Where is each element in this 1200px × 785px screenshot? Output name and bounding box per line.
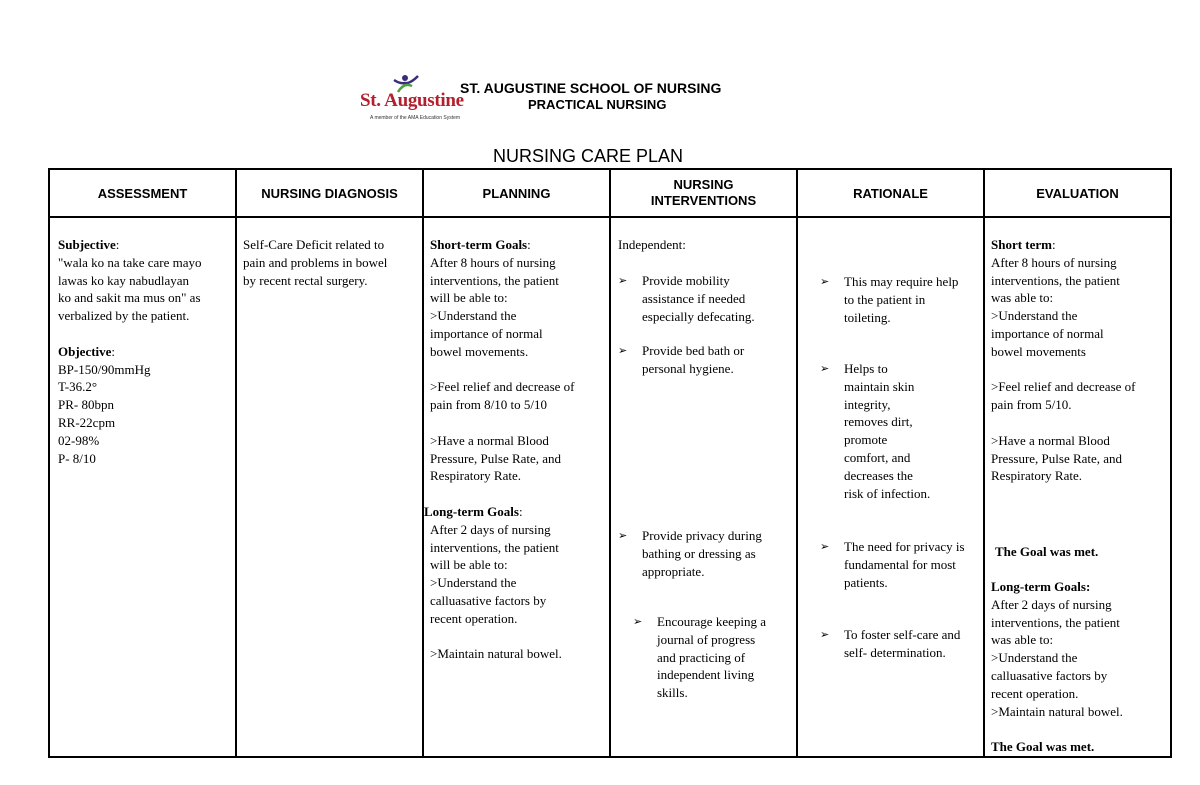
logo-subtext: A member of the AMA Education System (370, 115, 461, 121)
column-header-planning: PLANNING (423, 169, 610, 217)
arrow-bullet-icon: ➢ (633, 615, 643, 628)
arrow-bullet-icon: ➢ (618, 529, 628, 542)
objective-label: Objective (58, 343, 112, 359)
table-body-row (49, 217, 1171, 757)
subjective-line: "wala ko na take care mayo (58, 254, 202, 270)
diagnosis-cell (236, 217, 423, 757)
logo-text: St. Augustine (360, 90, 464, 111)
arrow-bullet-icon: ➢ (820, 628, 830, 641)
long-term-result: calluasative factors by (991, 667, 1108, 683)
planning-intro-line: After 2 days of nursing (430, 521, 551, 537)
short-term-result: >Understand the (991, 308, 1078, 324)
school-name: ST. AUGUSTINE SCHOOL OF NURSING (460, 80, 722, 96)
long-term-goal-met: The Goal was met. (991, 739, 1095, 755)
care-plan-table (48, 168, 1172, 758)
subjective-line: verbalized by the patient. (58, 308, 190, 324)
long-term-goal: calluasative factors by (430, 592, 547, 608)
short-term-goals-label: Short-term Goals (430, 237, 528, 252)
short-term-result: >Feel relief and decrease of (991, 379, 1136, 395)
column-header-diagnosis: NURSING DIAGNOSIS (236, 169, 423, 217)
column-header-assessment: ASSESSMENT (49, 169, 236, 217)
vital-sign: RR-22cpm (58, 414, 116, 430)
rationale-item: ➢ The need for privacy is fundamental for most patients. (820, 539, 965, 590)
column-header-rationale: RATIONALE (797, 169, 984, 217)
vital-sign: P- 8/10 (58, 450, 96, 466)
long-term-result: recent operation. (991, 685, 1079, 701)
short-term-result: bowel movements (991, 343, 1086, 359)
subjective-line: lawas ko kay nabudlayan (58, 272, 190, 288)
vital-sign: BP-150/90mmHg (58, 361, 151, 377)
evaluation-intro-line: After 8 hours of nursing (991, 254, 1117, 270)
long-term-goal: recent operation. (430, 610, 518, 626)
long-term-goal: >Understand the (430, 575, 517, 591)
document-title: NURSING CARE PLAN (493, 146, 684, 166)
subjective-label: Subjective (58, 237, 116, 252)
planning-intro-line: will be able to: (430, 557, 508, 573)
short-term-label: Short term (991, 237, 1053, 252)
evaluation-cell: Short term: After 8 hours of nursing interventions, the patient was able to: >Understand the importance of normal bowel movements >Feel relief and decrease of pain from 5/10. >Have a normal Blood Pressure, Pulse Rate, and Respiratory Rate. The Goal was met. Long-term Goals: After 2 days of nursing interventions, the patient was able to: >Understand the calluasative factors by recent operation. >Maintain natural bowel. The Goal was met. (984, 217, 1171, 757)
independent-label: Independent: (618, 237, 686, 252)
planning-cell: Short-term Goals: After 8 hours of nursing interventions, the patient will be able to: >Understand the importance of normal bowel movements. >Feel relief and decrease of pain from 8/10 to 5/10 >Have a normal Blood Pressure, Pulse Rate, and Respiratory Rate. Long-term Goals: After 2 days of nursing interventions, the patient will be able to: >Understand the calluasative factors by recent operation. >Maintain natural bowel. (423, 217, 610, 757)
arrow-bullet-icon: ➢ (618, 344, 628, 357)
program-name: PRACTICAL NURSING (528, 97, 667, 112)
rationale-item: ➢ This may require help to the patient in toileting. (820, 274, 959, 325)
short-term-result: Respiratory Rate. (991, 468, 1082, 484)
planning-intro-line: interventions, the patient (430, 272, 559, 288)
arrow-bullet-icon: ➢ (820, 362, 830, 375)
arrow-bullet-icon: ➢ (820, 275, 830, 288)
long-term-goals-label: Long-term Goals (424, 503, 519, 519)
intervention-item: ➢ Provide privacy during bathing or dressing as appropriate. (618, 528, 762, 579)
column-header-interventions (610, 169, 797, 217)
long-term-result: >Maintain natural bowel. (991, 703, 1123, 719)
assessment-cell: Subjective: "wala ko na take care mayo lawas ko kay nabudlayan ko and sakit ma mus on" as verbalized by the patient. Objective: BP-150/90mmHg T-36.2° PR- 80bpn RR-22cpm 02-98% P- 8/10 (49, 217, 236, 757)
vital-sign: T-36.2° (58, 379, 98, 395)
diagnosis-line: Self-Care Deficit related to (243, 237, 385, 252)
planning-intro-line: After 8 hours of nursing (430, 254, 556, 270)
intervention-item: ➢ Provide bed bath or personal hygiene. (618, 343, 745, 376)
short-term-goal-met: The Goal was met. (995, 544, 1099, 559)
short-term-goal: importance of normal (430, 325, 543, 341)
short-term-goal: Respiratory Rate. (430, 468, 521, 484)
subjective-line: ko and sakit ma mus on" as (58, 290, 201, 306)
short-term-goal: >Understand the (430, 308, 517, 324)
short-term-result: Pressure, Pulse Rate, and (991, 450, 1123, 466)
short-term-goal: bowel movements. (430, 343, 529, 359)
short-term-goal: Pressure, Pulse Rate, and (430, 450, 562, 466)
diagnosis-line: by recent rectal surgery. (243, 272, 368, 288)
rationale-item: ➢ Helps to maintain skin integrity, removes dirt, promote comfort, and decreases the risk of infection. (820, 361, 931, 501)
intervention-item: ➢ Encourage keeping a journal of progress and practicing of independent living skills. (633, 614, 767, 701)
short-term-result: pain from 5/10. (991, 397, 1072, 413)
school-logo (360, 74, 464, 126)
planning-intro-line: will be able to: (430, 290, 508, 306)
rationale-cell (797, 217, 984, 757)
arrow-bullet-icon: ➢ (820, 540, 830, 553)
evaluation-intro-line: was able to: (991, 290, 1054, 306)
short-term-result: >Have a normal Blood (991, 432, 1110, 448)
planning-intro-line: interventions, the patient (430, 539, 559, 555)
interventions-header-text: NURSING INTERVENTIONS (650, 177, 757, 208)
long-term-goal: >Maintain natural bowel. (430, 646, 562, 662)
rationale-item: ➢ To foster self-care and self- determination. (820, 627, 961, 660)
evaluation-intro-line: interventions, the patient (991, 272, 1120, 288)
vital-sign: PR- 80bpn (58, 397, 114, 413)
evaluation-intro-line: interventions, the patient (991, 614, 1120, 630)
column-header-evaluation: EVALUATION (984, 169, 1171, 217)
short-term-goal: >Have a normal Blood (430, 432, 549, 448)
intervention-item: ➢ Provide mobility assistance if needed especially defecating. (618, 273, 755, 324)
vital-sign: 02-98% (58, 432, 100, 448)
interventions-cell (610, 217, 797, 757)
evaluation-intro-line: was able to: (991, 632, 1054, 648)
table-header-row (49, 169, 1171, 217)
long-term-result: >Understand the (991, 650, 1078, 666)
evaluation-intro-line: After 2 days of nursing (991, 596, 1112, 612)
short-term-goal: >Feel relief and decrease of (430, 379, 575, 395)
long-term-goals-label: Long-term Goals: (991, 579, 1091, 594)
short-term-result: importance of normal (991, 325, 1104, 341)
arrow-bullet-icon: ➢ (618, 274, 628, 287)
diagnosis-line: pain and problems in bowel (243, 254, 388, 270)
short-term-goal: pain from 8/10 to 5/10 (430, 397, 547, 413)
